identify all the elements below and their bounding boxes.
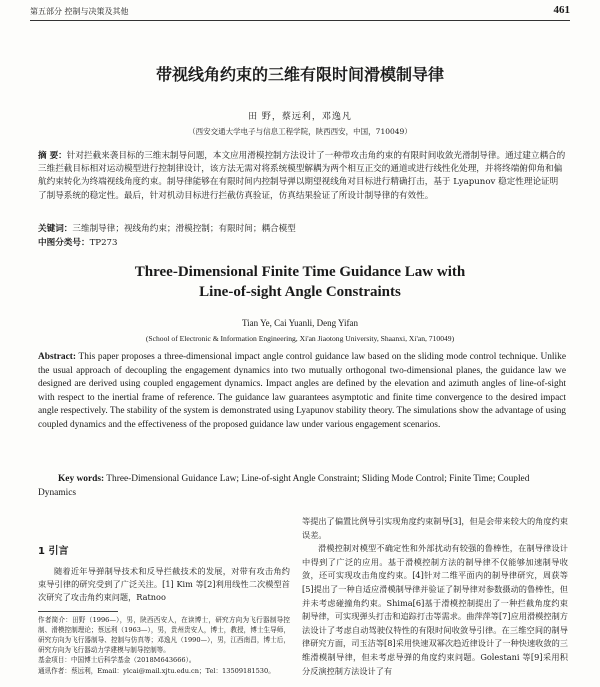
left-column: [38, 520, 290, 676]
header-rule: [30, 20, 570, 21]
chinese-abstract: [38, 150, 566, 203]
chinese-keywords-label: 关键词：: [38, 224, 73, 234]
footnote-contact: 通讯作者：蔡远利，Email：ylcai@mail.xjtu.edu.cn；Tel：13509181530。: [38, 666, 275, 675]
chinese-keywords: [38, 223, 566, 236]
english-authors: Tian Ye, Cai Yuanli, Deng Yifan: [241, 318, 358, 328]
footnote-rule: [38, 611, 118, 612]
chinese-abstract-text: 针对拦截来袭目标的三维末制导问题，本文应用滑模控制方法设计了一种带攻击角约束的有限时间收敛光滑制导律。通过建立耦合的三维拦截目标相对运动模型进行控制律设计，该方法无需对将系统模型解耦为两个相互正交的通道或进行线性化处理，并将终端俯仰角和偏航约束转化为终端视线角度约束。制导律能够在有限时间内控制导弹以期望视线角对目标进行精确打击，基于 Lyapunov 稳定性理论证明了制导系统的稳定性。最后，针对机动目标进行拦截仿真验证，仿真结果验证了所设计制导律的有效性。: [38, 151, 566, 201]
footnote-author-bio: 作者简介：田野（1996—），男，陕西西安人，在读博士，研究方向为飞行器制导控制、滑模控制理论；蔡远利（1963—），男，贵州贵安人，博士，教授，博士生导师，研究方向为飞行器制导、控制与仿真等；邓逸凡（1990—），男，江西南昌，博士后，研究方向为飞行器动力学建模与制导控制等。: [38, 615, 290, 655]
english-keywords: [38, 473, 566, 500]
page-number: 461: [553, 4, 570, 16]
section-heading-introduction: 1 引言: [38, 546, 69, 557]
classification-code: TP273: [89, 238, 118, 248]
chinese-affiliation: （西安交通大学电子与信息工程学院，陕西西安，中国，710049）: [188, 127, 412, 136]
english-keywords-label: Key words:: [58, 474, 105, 484]
right-column-paragraph-1: 等提出了偏置比例导引实现角度约束制导[3]，但是会带来较大的角度约束误差。: [302, 516, 568, 540]
classification-label: 中图分类号：: [38, 238, 90, 248]
footnote-fund: 基金项目：中国博士后科学基金（2018M643666）。: [38, 656, 196, 665]
running-header: [30, 4, 570, 20]
english-abstract: [38, 351, 566, 433]
right-column-paragraph-2-text: 滑模控制对模型不确定性和外部扰动有较强的鲁棒性，在制导律设计中得到了广泛的应用。基于滑模控制方法的制导律不仅能够加速制导收敛，还可实现攻击角度约束。[4]针对二维平面内的制导律研究，周获等[5]提出了一种自适应滑模制导律并验证了制导律对参数摄动的鲁棒性，但并未考虑碰撞角约束。Shima[6]基于滑模控制提出了一种拦截角度约束制导律，可实现弹头打击和追踪打击等需求。曲萍萍等[7]应用滑模控制方法设计了考虑自动驾驶仪特性的有限时间收敛导引律。在三维空间的制导律研究方面，司玉洁等[8]采用快速双幂次趋近律设计了一种快速收敛的三维滑模制导律，但未考虑导弹的角度约束问题。Golestani 等[9]采用积分反演控制方法设计了有: [302, 543, 568, 676]
english-abstract-label: Abstract:: [38, 352, 77, 362]
chinese-title: 带视线角约束的三维有限时间滑模制导律: [155, 65, 444, 84]
running-header-section: 第五部分 控制与决策及其他: [30, 7, 129, 16]
chinese-keywords-text: 三维制导律；视线角约束；滑模控制；有限时间；耦合模型: [72, 224, 296, 234]
right-column-paragraph-2: [302, 542, 568, 678]
english-abstract-text: This paper proposes a three-dimensional impact angle control guidance law based on the sliding mode control technique. Unlike the usual approach of decoupling the engagement dynamics into two mutually orthogonal two-dimensional planes, the guidance law we designed are derived using coupled engagement dynamics. Impact angles are defined by the elevation and azimuth angles of line-of-sight with respect to the inertial frame of reference. The guidance law guarantees asymptotic and finite time convergence to the desired impact angle respectively. The stability of the system is demonstrated using Lyapunov stability theory. The simulations show the advantage of using coupled dynamics and the effectiveness of the proposed guidance law under various engagement scenarios.: [38, 352, 566, 430]
chinese-abstract-label: 摘 要：: [38, 151, 67, 161]
english-title: [0, 262, 600, 302]
english-affiliation: (School of Electronic & Information Engineering, Xi'an Jiaotong University, Shaanxi, Xi'an, 710049): [145, 334, 455, 343]
right-column: [302, 515, 568, 678]
english-keywords-text: Three-Dimensional Guidance Law; Line-of-sight Angle Constraint; Sliding Mode Control; Finite Time; Coupled Dynamics: [38, 474, 530, 498]
classification-number: [38, 237, 566, 250]
chinese-authors: 田 野，蔡远利，邓逸凡: [248, 112, 352, 122]
english-title-line-2: Line-of-sight Angle Constraints: [199, 284, 401, 300]
english-title-line-1: Three-Dimensional Finite Time Guidance Law with: [134, 264, 466, 280]
introduction-paragraph: 随着近年导弹制导技术和反导拦截技术的发展，对带有攻击角约束导引律的研究受到了广泛关注。[1] Kim 等[2]利用线性二次模型首次研究了攻击角约束问题，Ratnoo: [38, 566, 290, 603]
